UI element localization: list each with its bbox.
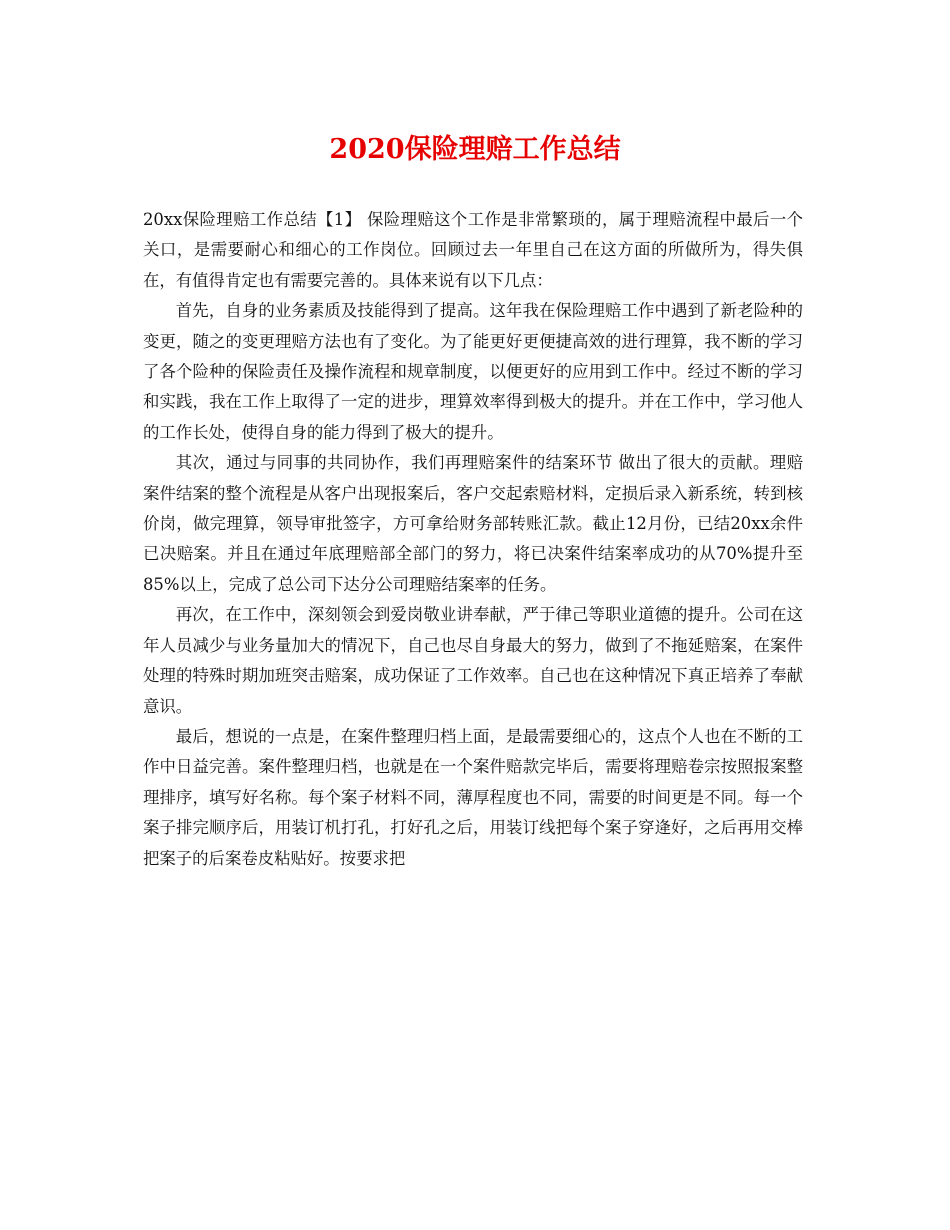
paragraph-last: 最后，想说的一点是，在案件整理归档上面，是最需要细心的，这点个人也在不断的工作中日益完善。案件整理归档，也就是在一个案件赔款完毕后，需要将理赔卷宗按照报案整理排序，填写好名称。每个案子材料不同，薄厚程度也不同，需要的时间更是不同。每一个案子排完顺序后，用装订机打孔，打好孔之后，用装订线把每个案子穿逄好，之后再用交棒把案子的后案卷皮粘贴好。按要求把: [143, 726, 803, 868]
paragraph-intro: [143, 205, 803, 296]
paragraph-second: 其次，通过与同事的共同协作，我们再理赔案件的结案环节 做出了很大的贡献。理赔案件结案的整个流程是从客户出现报案后，客户交起索赔材料，定损后录入新系统，转到核价岗，做完理算，领导审批签字，方可拿给财务部转账汇款。截止12月份，已结20xx余件已决赔案。并且在通过年底理赔部全部门的努力，将已决案件结案率成功的从70%提升至85%以上，完成了总公司下达分公司理赔结案率的任务。: [143, 453, 803, 594]
paragraph-third: 再次，在工作中，深刻领会到爱岗敬业讲奉献，严于律己等职业道德的提升。公司在这年人员减少与业务量加大的情况下，自己也尽自身最大的努力，做到了不拖延赔案，在案件处理的特殊时期加班突击赔案，成功保证了工作效率。自己也在这种情况下真正培养了奉献意识。: [143, 605, 803, 716]
paragraph-text: 保险理赔这个工作是非常繁琐的，属于理赔流程中最后一个关口，是需要耐心和细心的工作岗位。回顾过去一年里自己在这方面的所做所为，得失俱在，有值得肯定也有需要完善的。具体来说有以下几点：: [143, 210, 803, 290]
section-heading: 20xx保险理赔工作总结【1】: [143, 210, 362, 229]
document-title: 2020保险理赔工作总结: [329, 134, 621, 165]
document-body: [143, 205, 803, 874]
paragraph-first: 首先，自身的业务素质及技能得到了提高。这年我在保险理赔工作中遇到了新老险种的变更，随之的变更理赔方法也有了变化。为了能更好更便捷高效的进行理算，我不断的学习了各个险种的保险责任及操作流程和规章制度，以便更好的应用到工作中。经过不断的学习和实践，我在工作上取得了一定的进步，理算效率得到极大的提升。并在工作中，学习他人的工作长处，使得自身的能力得到了极大的提升。: [143, 301, 803, 442]
